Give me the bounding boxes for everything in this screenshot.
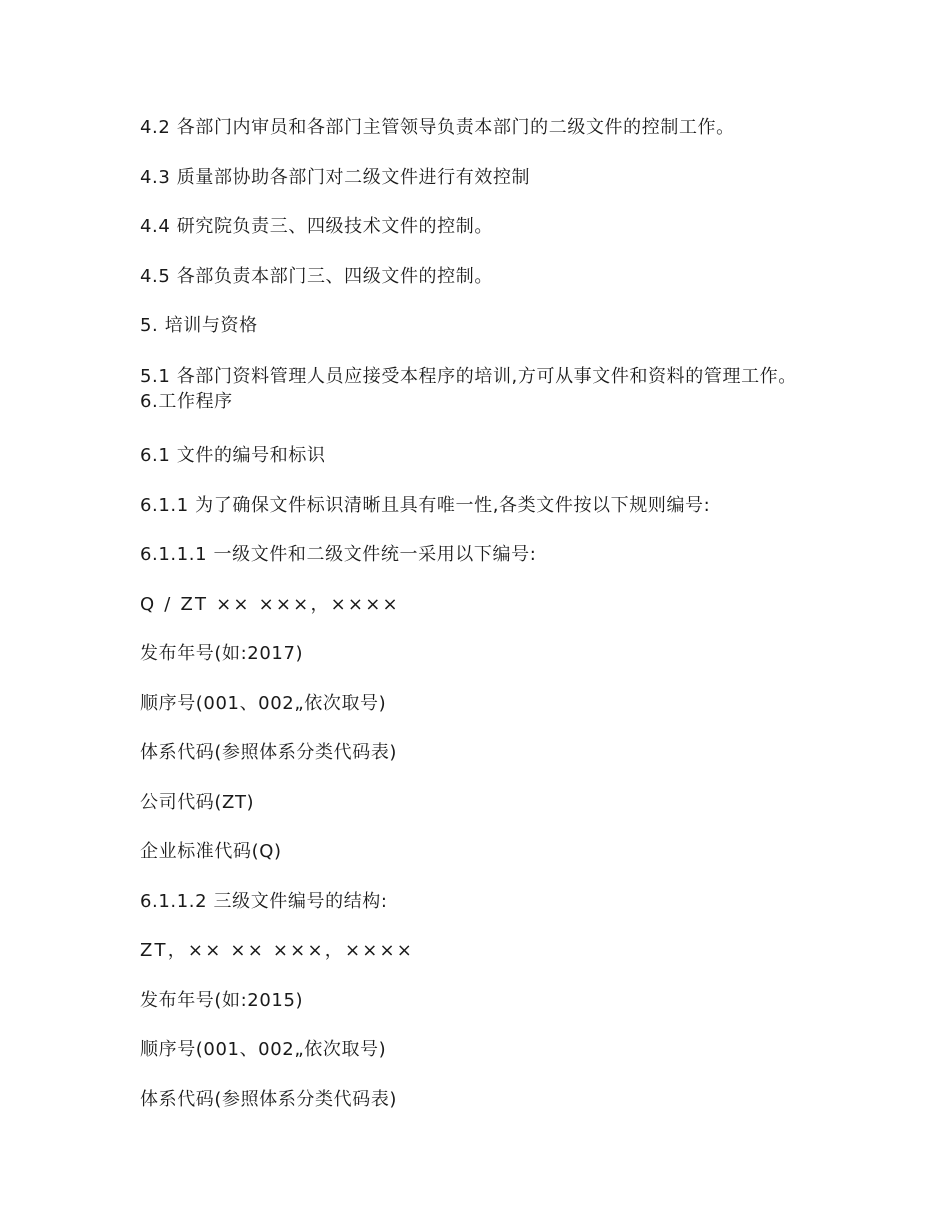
code-part-system: 体系代码(参照体系分类代码表) xyxy=(140,742,398,763)
code-part-year-2: 发布年号(如:2015) xyxy=(140,990,304,1011)
paragraph-6-1-1: 6.1.1 为了确保文件标识清晰且具有唯一性,各类文件按以下规则编号: xyxy=(140,495,711,516)
paragraph-6-1-1-2: 6.1.1.2 三级文件编号的结构: xyxy=(140,891,388,912)
code-part-system-2: 体系代码(参照体系分类代码表) xyxy=(140,1089,398,1110)
paragraph-4-3: 4.3 质量部协助各部门对二级文件进行有效控制 xyxy=(140,167,531,188)
code-format-level-3: ZT，×× ×× ×××，×××× xyxy=(140,940,415,961)
section-heading-6-1: 6.1 文件的编号和标识 xyxy=(140,445,326,466)
code-part-sequence-2: 顺序号(001、002„依次取号) xyxy=(140,1039,387,1060)
code-part-company: 公司代码(ZT) xyxy=(140,792,255,813)
code-format-level-1-2: Q / ZT ×× ×××，×××× xyxy=(140,594,400,615)
paragraph-5-1: 5.1 各部门资料管理人员应接受本程序的培训,方可从事文件和资料的管理工作。 6.工作程序 xyxy=(140,366,797,412)
code-part-sequence: 顺序号(001、002„依次取号) xyxy=(140,693,387,714)
section-heading-5: 5. 培训与资格 xyxy=(140,315,258,336)
paragraph-4-2: 4.2 各部门内审员和各部门主管领导负责本部门的二级文件的控制工作。 xyxy=(140,117,735,138)
code-part-year: 发布年号(如:2017) xyxy=(140,643,304,664)
paragraph-4-4: 4.4 研究院负责三、四级技术文件的控制。 xyxy=(140,216,493,237)
paragraph-4-5: 4.5 各部负责本部门三、四级文件的控制。 xyxy=(140,266,493,287)
paragraph-6-1-1-1: 6.1.1.1 一级文件和二级文件统一采用以下编号: xyxy=(140,544,537,565)
code-part-enterprise: 企业标准代码(Q) xyxy=(140,841,282,862)
